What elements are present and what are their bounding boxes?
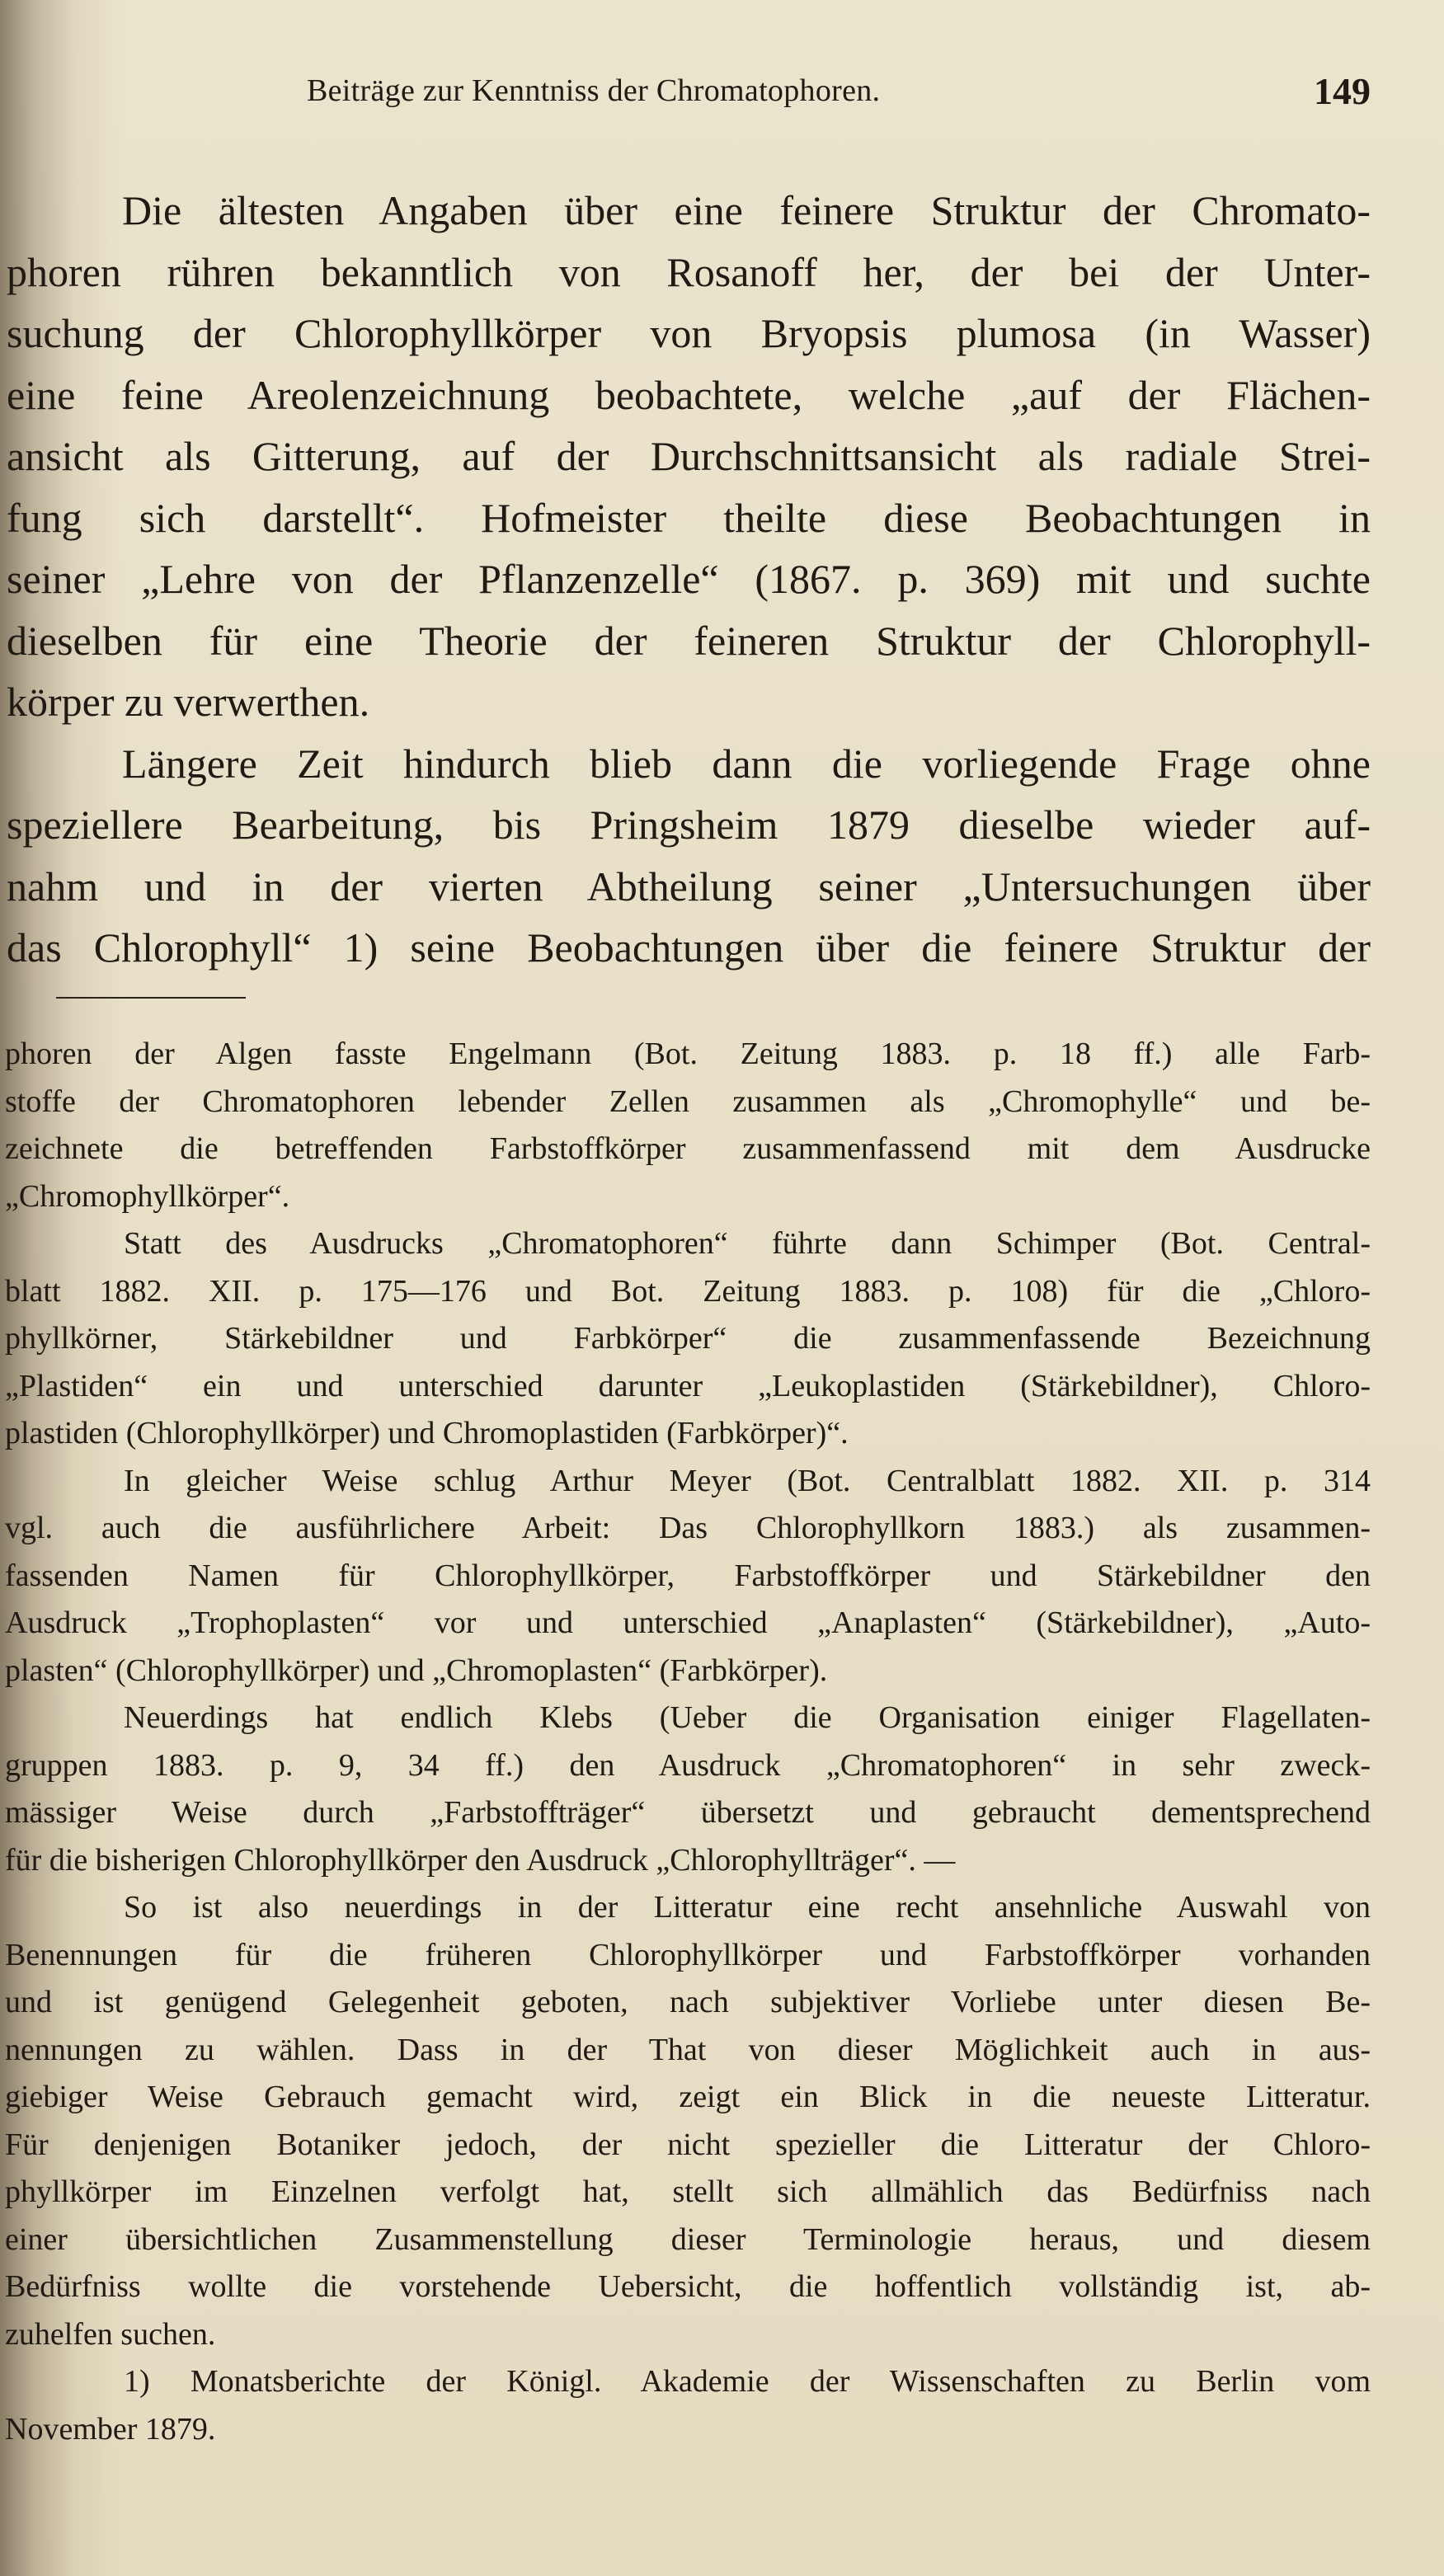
- footnote-line: „Plastiden“ ein und unterschied darunter „Leukoplastiden (Stärkebildner), Chloro-: [5, 1368, 1371, 1403]
- main-text: [0, 180, 1377, 979]
- footnote-line: Neuerdings hat endlich Klebs (Ueber die Organisation einiger Flagellaten-: [124, 1700, 1371, 1735]
- footnote-line: In gleicher Weise schlug Arthur Meyer (Bot. Centralblatt 1882. XII. p. 314: [124, 1463, 1371, 1498]
- footnote-line: phyllkörner, Stärkebildner und Farbkörper“ die zusammenfassende Bezeichnung: [5, 1321, 1371, 1356]
- footnote-line: So ist also neuerdings in der Litteratur eine recht ansehnliche Auswahl von: [124, 1890, 1371, 1925]
- footnote-line: stoffe der Chromatophoren lebender Zellen zusammen als „Chromophylle“ und be-: [5, 1084, 1371, 1119]
- main-text-line: das Chlorophyll“ 1) seine Beobachtungen über die feinere Struktur der: [7, 924, 1371, 971]
- footnote-line: phyllkörper im Einzelnen verfolgt hat, stellt sich allmählich das Bedürfniss nach: [5, 2174, 1371, 2209]
- footnotes: [0, 1031, 1377, 2453]
- footnote-line: Benennungen für die früheren Chlorophyllkörper und Farbstoffkörper vorhanden: [5, 1937, 1371, 1972]
- footnote-line: für die bisherigen Chlorophyllkörper den Ausdruck „Chlorophyllträger“. —: [5, 1842, 956, 1878]
- main-text-line: dieselben für eine Theorie der feineren Struktur der Chlorophyll-: [7, 617, 1371, 664]
- footnote-line: zuhelfen suchen.: [5, 2316, 216, 2352]
- main-text-line: seiner „Lehre von der Pflanzenzelle“ (1867. p. 369) mit und suchte: [7, 556, 1371, 602]
- footnote-line: zeichnete die betreffenden Farbstoffkörper zusammenfassend mit dem Ausdrucke: [5, 1131, 1371, 1166]
- footnote-line: einer übersichtlichen Zusammenstellung dieser Terminologie heraus, und diesem: [5, 2221, 1371, 2257]
- footnote-line: Für denjenigen Botaniker jedoch, der nicht spezieller die Litteratur der Chloro-: [5, 2127, 1371, 2162]
- main-text-line: körper zu verwerthen.: [7, 679, 370, 725]
- footnote-line: November 1879.: [5, 2411, 216, 2447]
- footnote-line: plastiden (Chlorophyllkörper) und Chromoplastiden (Farbkörper)“.: [5, 1416, 849, 1450]
- footnote-line: nennungen zu wählen. Dass in der That von dieser Möglichkeit auch in aus-: [5, 2032, 1371, 2067]
- footnote-rule: [56, 997, 246, 999]
- footnote-line: mässiger Weise durch „Farbstoffträger“ übersetzt und gebraucht dementsprechend: [5, 1795, 1371, 1830]
- footnote-line: phoren der Algen fasste Engelmann (Bot. Zeitung 1883. p. 18 ff.) alle Farb-: [5, 1037, 1371, 1071]
- main-text-line: suchung der Chlorophyllkörper von Bryopsis plumosa (in Wasser): [7, 310, 1371, 356]
- main-text-line: Längere Zeit hindurch blieb dann die vorliegende Frage ohne: [122, 740, 1371, 787]
- main-text-line: ansicht als Gitterung, auf der Durchschnittsansicht als radiale Strei-: [7, 433, 1371, 479]
- main-text-line: Die ältesten Angaben über eine feinere Struktur der Chromato-: [122, 187, 1371, 233]
- footnote-line: 1) Monatsberichte der Königl. Akademie der Wissenschaften zu Berlin vom: [124, 2364, 1371, 2399]
- footnote-line: Statt des Ausdrucks „Chromatophoren“ führte dann Schimper (Bot. Central-: [124, 1226, 1371, 1261]
- footnote-line: gruppen 1883. p. 9, 34 ff.) den Ausdruck „Chromatophoren“ in sehr zweck-: [5, 1747, 1371, 1783]
- main-text-line: phoren rühren bekanntlich von Rosanoff her, der bei der Unter-: [7, 248, 1371, 295]
- running-title: Beiträge zur Kenntniss der Chromatophoren.: [307, 73, 881, 108]
- footnote-line: „Chromophyllkörper“.: [5, 1178, 290, 1214]
- footnote-line: blatt 1882. XII. p. 175—176 und Bot. Zeitung 1883. p. 108) für die „Chloro-: [5, 1273, 1371, 1309]
- footnote-line: Ausdruck „Trophoplasten“ vor und unterschied „Anaplasten“ (Stärkebildner), „Auto-: [5, 1605, 1371, 1640]
- footnote-line: und ist genügend Gelegenheit geboten, nach subjektiver Vorliebe unter diesen Be-: [5, 1985, 1371, 2019]
- main-text-line: nahm und in der vierten Abtheilung seiner „Untersuchungen über: [7, 863, 1371, 910]
- main-text-line: fung sich darstellt“. Hofmeister theilte diese Beobachtungen in: [7, 494, 1371, 541]
- main-text-line: eine feine Areolenzeichnung beobachtete, welche „auf der Flächen-: [7, 371, 1371, 418]
- footnote-line: giebiger Weise Gebrauch gemacht wird, zeigt ein Blick in die neueste Litteratur.: [5, 2080, 1371, 2114]
- page-number: 149: [1314, 70, 1371, 112]
- footnote-line: Bedürfniss wollte die vorstehende Uebersicht, die hoffentlich vollständig ist, ab-: [5, 2269, 1371, 2304]
- running-head: [307, 70, 1371, 122]
- footnote-line: plasten“ (Chlorophyllkörper) und „Chromoplasten“ (Farbkörper).: [5, 1652, 828, 1688]
- footnote-line: fassenden Namen für Chlorophyllkörper, Farbstoffkörper und Stärkebildner den: [5, 1558, 1371, 1593]
- main-text-line: speziellere Bearbeitung, bis Pringsheim 1879 dieselbe wieder auf-: [7, 801, 1371, 848]
- footnote-line: vgl. auch die ausführlichere Arbeit: Das Chlorophyllkorn 1883.) als zusammen-: [5, 1511, 1371, 1545]
